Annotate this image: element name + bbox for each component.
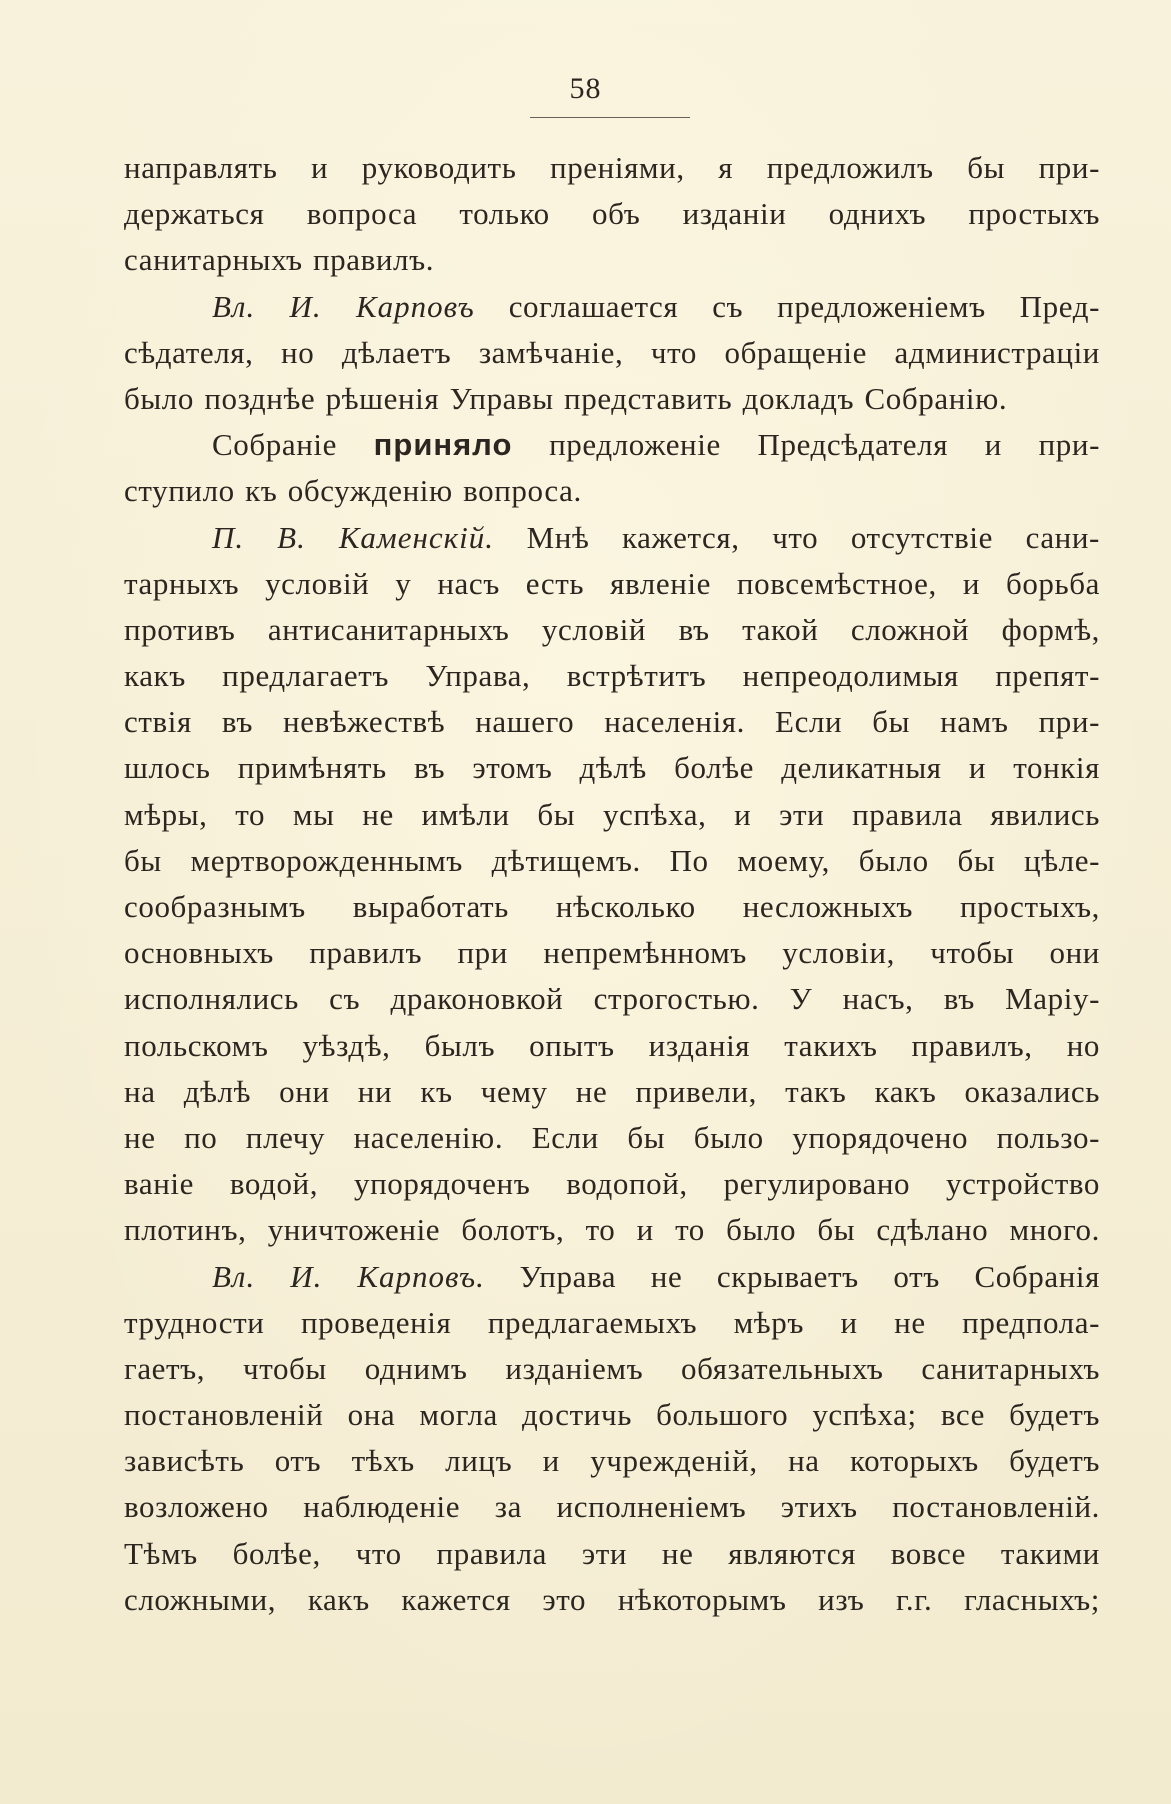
text-line: Тѣмъ болѣе, что правила эти не являются вовсе такими <box>124 1535 1100 1571</box>
text-line: было позднѣе рѣшенія Управы представить докладъ Собранію. <box>124 380 1008 416</box>
speaker-name: П. В. Каменскій. <box>212 519 494 555</box>
text-line: не по плечу населенію. Если бы было упорядочено пользо- <box>124 1119 1100 1155</box>
text-line: трудности проведенія предлагаемыхъ мѣръ и не предпола- <box>124 1304 1100 1340</box>
text-line: держаться вопроса только объ изданіи однихъ простыхъ <box>124 196 1100 232</box>
text-line: сѣдателя, но дѣлаетъ замѣчаніе, что обращеніе администраціи <box>124 334 1100 370</box>
text-line: на дѣлѣ они ни къ чему не привели, такъ какъ оказались <box>124 1073 1100 1109</box>
text-line: какъ предлагаетъ Управа, встрѣтитъ непреодолимыя препят- <box>124 658 1100 694</box>
text-line: бы мертворожденнымъ дѣтищемъ. По моему, было бы цѣле- <box>124 842 1100 878</box>
speaker-name: Вл. И. Карповъ. <box>212 1258 485 1294</box>
text-line: польскомъ уѣздѣ, былъ опытъ изданія такихъ правилъ, но <box>124 1027 1100 1063</box>
text-line: Вл. И. Карповъ соглашается съ предложеніемъ Пред- <box>212 288 1100 324</box>
page-number-rule <box>530 117 690 118</box>
text-line: плотинъ, уничтоженіе болотъ, то и то было бы сдѣлано много. <box>124 1212 1100 1248</box>
text-line: сообразнымъ выработать нѣсколько несложныхъ простыхъ, <box>124 889 1100 924</box>
text-line: мѣры, то мы не имѣли бы успѣха, и эти правила явились <box>124 796 1100 832</box>
text-line: тарныхъ условій у насъ есть явленіе повсемѣстное, и борьба <box>124 565 1100 601</box>
text-line: основныхъ правилъ при непремѣнномъ условіи, чтобы они <box>124 935 1100 971</box>
text-line: шлось примѣнять въ этомъ дѣлѣ болѣе деликатныя и тонкія <box>124 750 1100 786</box>
page-number: 58 <box>569 72 602 105</box>
text-line: Собраніе приняло предложеніе Предсѣдателя и при- <box>212 427 1100 463</box>
text-line: постановленій она могла достичь большого успѣха; все будетъ <box>124 1397 1100 1433</box>
body-text <box>124 145 1100 1623</box>
speaker-name: Вл. И. Карповъ <box>212 288 475 324</box>
text-line: ствія въ невѣжествѣ нашего населенія. Если бы намъ при- <box>124 704 1100 740</box>
text-line: сложными, какъ кажется это нѣкоторымъ изъ г.г. гласныхъ; <box>124 1581 1100 1617</box>
text-line: возложено наблюденіе за исполненіемъ этихъ постановленій. <box>124 1489 1100 1525</box>
text-line: санитарныхъ правилъ. <box>124 242 435 278</box>
text-line: П. В. Каменскій. Мнѣ кажется, что отсутствіе сани- <box>212 519 1100 555</box>
text-line: ступило къ обсужденію вопроса. <box>124 473 582 509</box>
text-line: противъ антисанитарныхъ условій въ такой сложной формѣ, <box>124 611 1100 647</box>
text-line: гаетъ, чтобы однимъ изданіемъ обязательныхъ санитарныхъ <box>124 1350 1100 1386</box>
text-line: зависѣть отъ тѣхъ лицъ и учрежденій, на которыхъ будетъ <box>124 1443 1100 1479</box>
text-line: Вл. И. Карповъ. Управа не скрываетъ отъ Собранія <box>212 1258 1100 1294</box>
text-line: ваніе водой, упорядоченъ водопой, регулировано устройство <box>124 1166 1100 1202</box>
text-line: исполнялись съ драконовкой строгостью. У насъ, въ Маріу- <box>124 981 1100 1017</box>
text-line: направлять и руководить преніями, я предложилъ бы при- <box>124 150 1100 185</box>
emphasized-word: приняло <box>373 427 513 463</box>
